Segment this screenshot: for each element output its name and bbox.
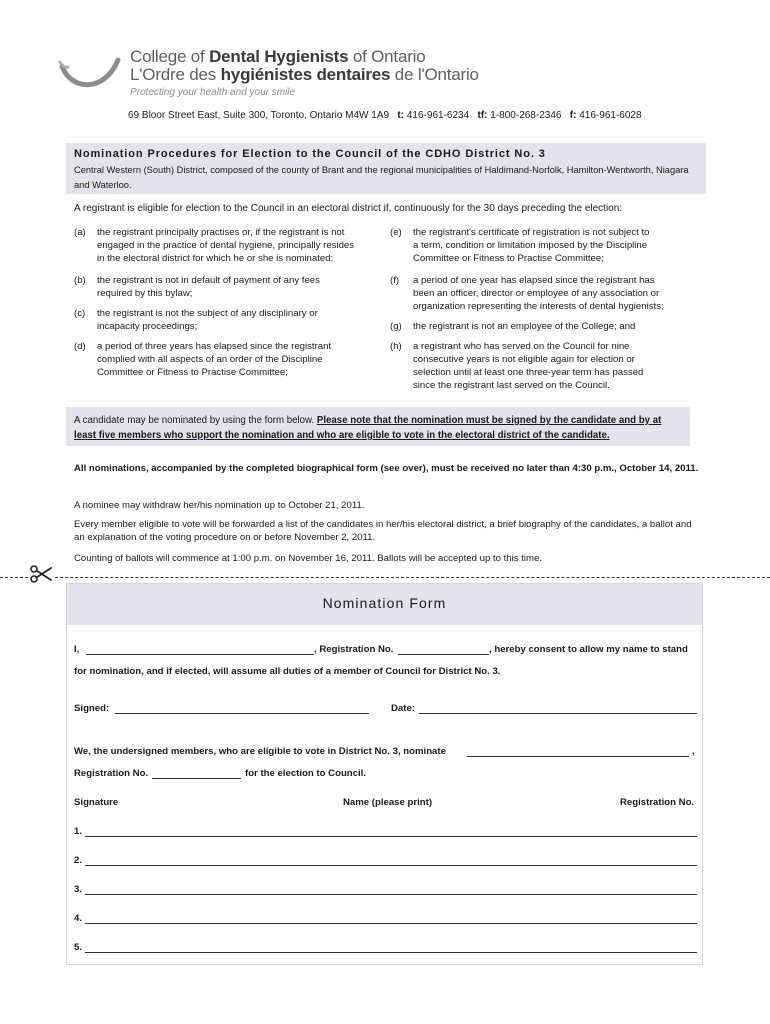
swoosh-logo-icon: [58, 54, 128, 94]
criterion-e: (e) the registrant's certificate of registration is not subject to a term, condition or limitation imposed by the Discipline Committee or Fitness to Practise Committee;: [390, 227, 650, 264]
withdrawal-note: A nominee may withdraw her/his nomination up to October 21, 2011.: [74, 500, 365, 511]
column-name: Name (please print): [343, 797, 433, 808]
supporter-line-4[interactable]: [85, 923, 697, 924]
supporter-line-5[interactable]: [85, 952, 697, 953]
nominee-reg-no-field[interactable]: [152, 778, 241, 779]
supporter-line-3[interactable]: [85, 894, 697, 895]
letterhead: [58, 48, 718, 104]
row-number: 4.: [74, 913, 83, 924]
criterion-h: (h) a registrant who has served on the Council for nine consecutive years is not eligible again for election or selection until at least one three-year term has passed since the registrant last served on the Council.: [390, 341, 644, 391]
row-number: 5.: [74, 942, 83, 953]
criterion-c: (c) the registrant is not the subject of any disciplinary or incapacity proceedings;: [74, 308, 318, 332]
signed-label: Signed:: [74, 703, 110, 714]
nomination-form: [66, 583, 703, 965]
i-label: I,: [74, 644, 80, 655]
election-text: for the election to Council.: [245, 768, 366, 779]
criterion-g: (g) the registrant is not an employee of the College; and: [390, 321, 636, 332]
consent-text-line2: for nomination, and if elected, will assume all duties of a member of Council for District No. 3.: [74, 666, 501, 677]
criterion-f: (f) a period of one year has elapsed since the registrant has been an officer, director or employee of any association or organization representing the interests of dental hygienists;: [390, 275, 664, 312]
supporter-line-1[interactable]: [85, 836, 697, 837]
district-description: Central Western (South) District, composed of the county of Brant and the regional municipalities of Haldimand-Norfolk, Hamilton-Wentworth, Niagara and Waterloo.: [74, 165, 689, 190]
row-number: 2.: [74, 855, 83, 866]
row-number: 1.: [74, 826, 83, 837]
tagline: Protecting your health and your smile: [130, 87, 296, 98]
college-name: [130, 48, 479, 98]
contact-address: 69 Bloor Street East, Suite 300, Toronto, Ontario M4W 1A9 t: 416-961-6234 tf: 1-800-268-2346 f: 416-961-6028: [128, 110, 642, 121]
ballot-note: Every member eligible to vote will be forwarded a list of the candidates in her/his electoral district, a brief biography of the candidates, a ballot and an explanation of the voting procedure on or before November 2, 2011.: [74, 519, 692, 543]
scissors-icon: [29, 562, 53, 586]
row-number: 3.: [74, 884, 83, 895]
form-header-band: [67, 584, 702, 625]
nominee-field[interactable]: [467, 756, 689, 757]
registration-label: , Registration No.: [314, 644, 394, 655]
counting-note: Counting of ballots will commence at 1:00 p.m. on November 16, 2011. Ballots will be accepted up to this time.: [74, 553, 543, 564]
criterion-b: (b) the registrant is not in default of payment of any fees required by this bylaw;: [74, 275, 320, 299]
date-label: Date:: [391, 703, 415, 714]
date-field[interactable]: [419, 713, 697, 714]
submission-deadline: All nominations, accompanied by the completed biographical form (see over), must be received no later than 4:30 p.m., October 14, 2011.: [74, 463, 699, 474]
criterion-a: (a) the registrant principally practises or, if the registrant is not engaged in the practice of dental hygiene, principally resides in the electoral district for which he or she is nominated;: [74, 227, 355, 264]
consent-text: , hereby consent to allow my name to stand: [489, 644, 688, 655]
eligibility-intro: A registrant is eligible for election to the Council in an electoral district if, continuously for the 30 days preceding the election:: [74, 203, 623, 214]
reg-no-label: Registration No.: [74, 768, 149, 779]
signature-field[interactable]: [115, 713, 369, 714]
column-signature: Signature: [74, 797, 119, 808]
members-statement: We, the undersigned members, who are eligible to vote in District No. 3, nominate: [74, 746, 446, 757]
college-name-french: L'Ordre des hygiénistes dentaires de l'Ontario: [130, 65, 479, 84]
supporter-line-2[interactable]: [85, 865, 697, 866]
college-name-english: College of Dental Hygienists of Ontario: [130, 47, 426, 66]
cut-line: [0, 577, 770, 578]
comma: ,: [692, 746, 695, 757]
criterion-d: (d) a period of three years has elapsed since the registrant complied with all aspects of an order of the Discipline Committee or Fitness to Practise Committee;: [74, 341, 332, 378]
candidate-note: A candidate may be nominated by using the form below. Please note that the nomination must be signed by the candidate and by at least five members who support the nomination and who are eligible to vote in the electoral district of the candidate.: [74, 415, 662, 441]
procedures-title: Nomination Procedures for Election to the Council of the CDHO District No. 3: [74, 148, 546, 160]
form-title: Nomination Form: [322, 595, 447, 611]
nominee-name-field[interactable]: [86, 654, 314, 655]
nominee-registration-field[interactable]: [398, 654, 489, 655]
column-registration: Registration No.: [620, 797, 695, 808]
